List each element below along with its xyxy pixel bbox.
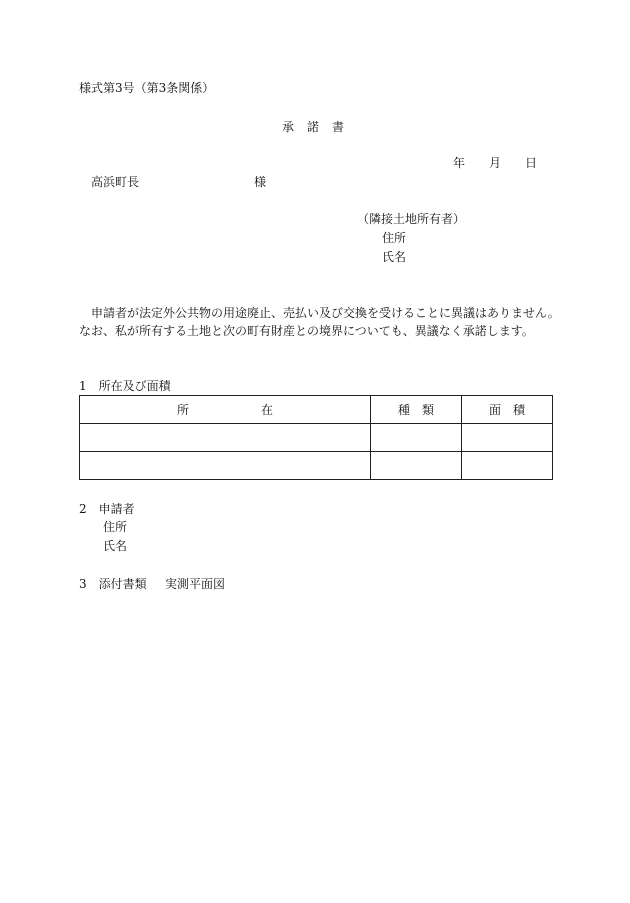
applicant-address-label: 住所 [103, 520, 128, 534]
table-row [80, 424, 553, 452]
table-cell-area [462, 452, 553, 480]
attachment-value: 実測平面図 [165, 577, 226, 591]
section2-heading: 2 申請者 [79, 502, 135, 516]
document-title: 承 諾 書 [282, 120, 345, 134]
applicant-name-label: 氏名 [103, 539, 128, 553]
table-row [80, 452, 553, 480]
location-area-table [79, 395, 553, 480]
body-text-line1: 申請者が法定外公共物の用途廃止、売払い及び交換を受けることに異議はありません。 [91, 306, 560, 320]
owner-label: （隣接土地所有者） [357, 212, 466, 226]
date-line: 年 月 日 [453, 156, 538, 170]
table-cell-type [371, 424, 462, 452]
form-number: 様式第3号（第3条関係） [79, 81, 215, 95]
table-cell-area [462, 424, 553, 452]
table-cell-location [80, 452, 371, 480]
section3-heading: 3 添付書類 [79, 577, 147, 591]
table-header-row [80, 396, 553, 424]
table-cell-location [80, 424, 371, 452]
section1-heading: 1 所在及び面積 [79, 379, 171, 393]
body-text-line2: なお、私が所有する土地と次の町有財産との境界についても、異議なく承諾します。 [79, 324, 534, 338]
table-cell-type [371, 452, 462, 480]
column-header-area: 面 積 [462, 396, 553, 424]
column-header-location: 所 在 [80, 396, 371, 424]
column-header-type: 種 類 [371, 396, 462, 424]
owner-name-label: 氏名 [382, 250, 407, 264]
owner-address-label: 住所 [382, 231, 407, 245]
addressee-honorific: 様 [254, 175, 267, 189]
addressee-name: 高浜町長 [91, 175, 140, 189]
